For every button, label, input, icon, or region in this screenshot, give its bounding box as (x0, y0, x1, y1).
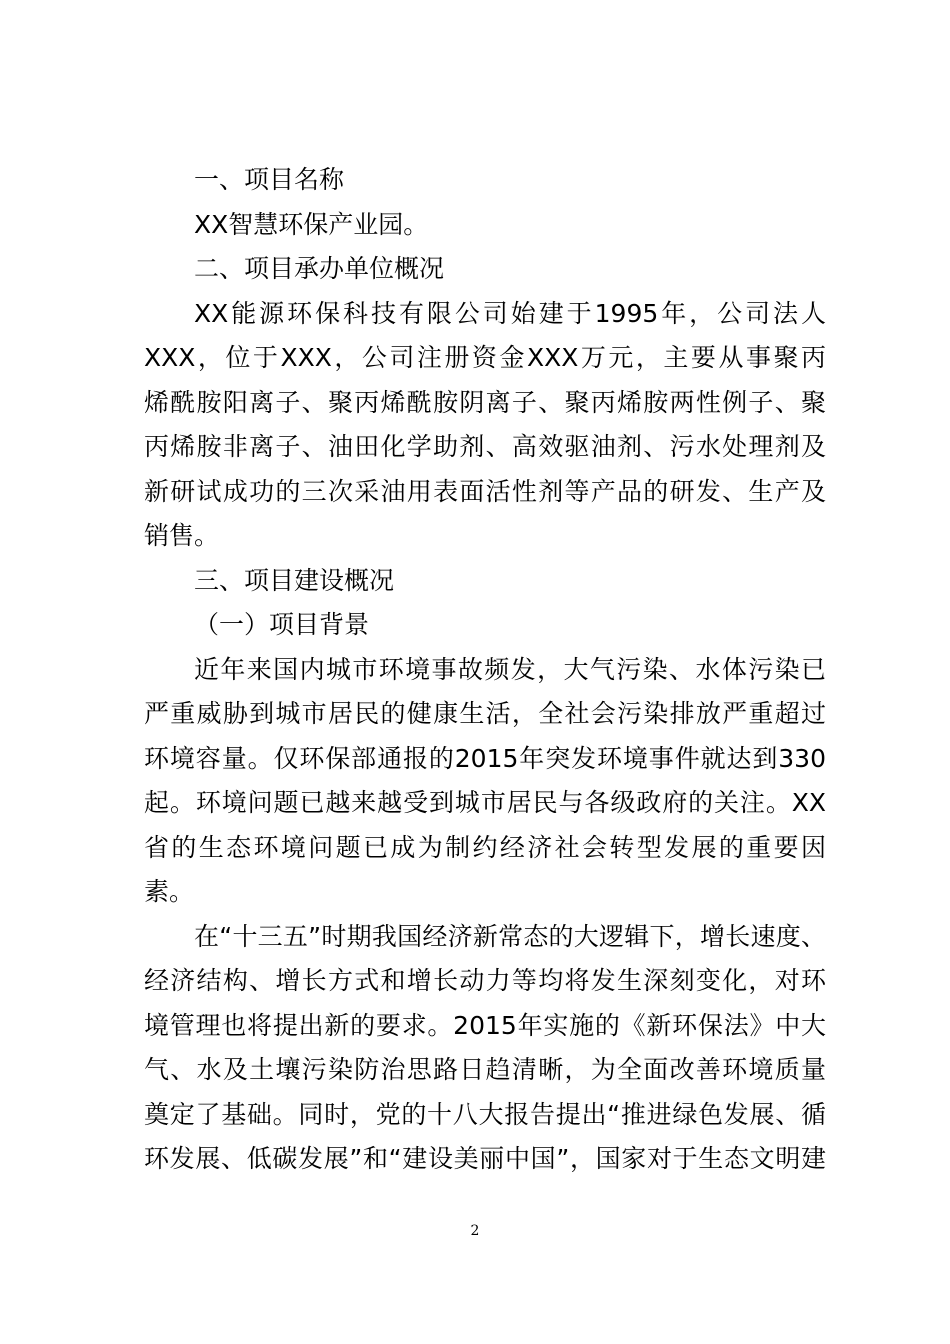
paragraph-line: 起。环境问题已越来越受到城市居民与各级政府的关注。XX (144, 788, 826, 817)
paragraph-line: 烯酰胺阳离子、聚丙烯酰胺阴离子、聚丙烯胺两性例子、聚 (144, 387, 826, 417)
paragraph-line: 经济结构、增长方式和增长动力等均将发生深刻变化，对环 (144, 966, 826, 995)
paragraph-line: 奠定了基础。同时，党的十八大报告提出“推进绿色发展、循 (144, 1099, 826, 1129)
paragraph-line: 省的生态环境问题已成为制约经济社会转型发展的重要因 (144, 832, 826, 862)
document-body (144, 158, 826, 1182)
paragraph-line: 近年来国内城市环境事故频发，大气污染、水体污染已 (194, 654, 826, 684)
paragraph-line: XX能源环保科技有限公司始建于1995年，公司法人 (194, 298, 826, 328)
paragraph-line: 境管理也将提出新的要求。2015年实施的《新环保法》中大 (144, 1010, 826, 1040)
section-heading-project-name: 一、项目名称 (194, 165, 345, 194)
paragraph-line: 销售。 (144, 521, 220, 550)
paragraph-line: 丙烯胺非离子、油田化学助剂、高效驱油剂、污水处理剂及 (144, 432, 826, 461)
section-heading-organizer: 二、项目承办单位概况 (194, 254, 445, 283)
paragraph-line: 在“十三五”时期我国经济新常态的大逻辑下，增长速度、 (194, 921, 826, 951)
paragraph-line: 严重威胁到城市居民的健康生活，全社会污染排放严重超过 (144, 699, 826, 728)
page-number: 2 (470, 1223, 480, 1239)
paragraph-line: 素。 (144, 877, 195, 906)
paragraph-line: XX智慧环保产业园。 (194, 209, 429, 239)
paragraph-line: 环境容量。仅环保部通报的2015年突发环境事件就达到330 (144, 743, 826, 773)
subsection-heading-background: （一）项目背景 (194, 610, 370, 639)
paragraph-line: 新研试成功的三次采油用表面活性剂等产品的研发、生产及 (144, 476, 826, 506)
paragraph-line: XXX，位于XXX，公司注册资金XXX万元，主要从事聚丙 (144, 343, 826, 372)
paragraph-line: 环发展、低碳发展”和“建设美丽中国”，国家对于生态文明建 (144, 1144, 826, 1173)
section-heading-construction: 三、项目建设概况 (194, 565, 395, 595)
paragraph-line: 气、水及土壤污染防治思路日趋清晰，为全面改善环境质量 (144, 1055, 826, 1084)
